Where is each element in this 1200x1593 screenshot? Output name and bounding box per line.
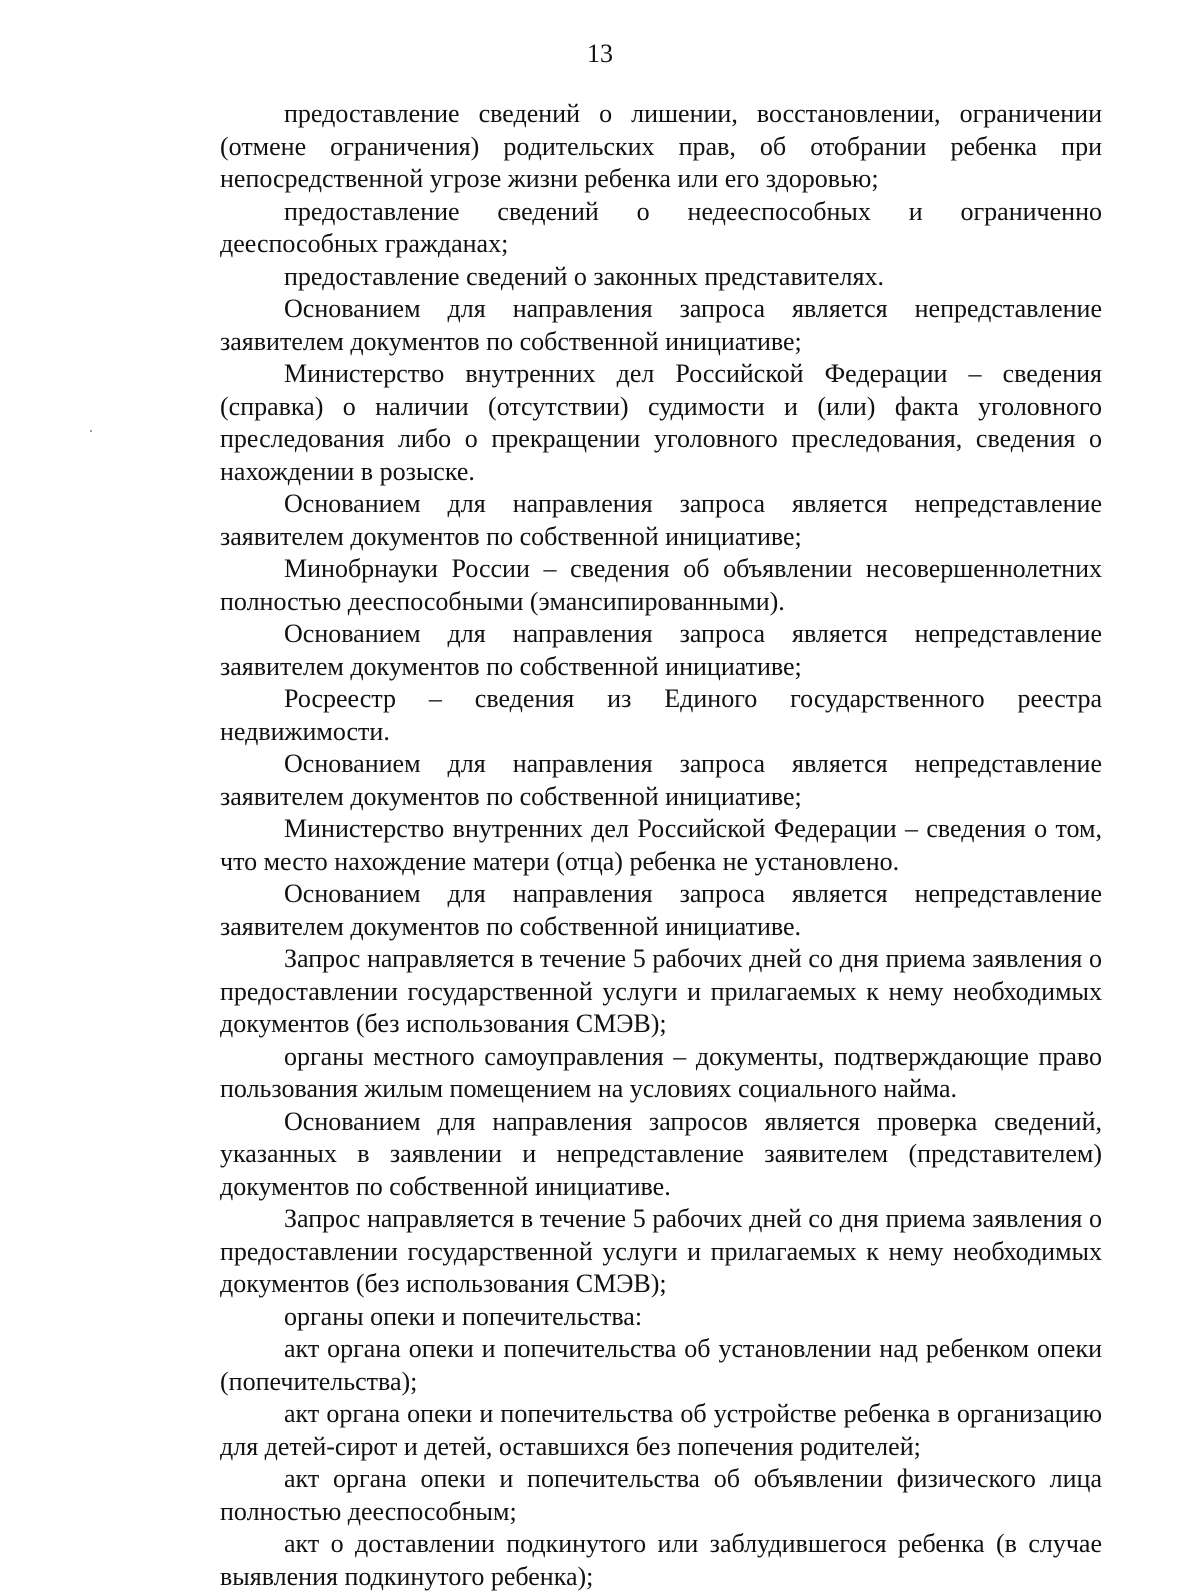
paragraph: акт органа опеки и попечительства об устройстве ребенка в организацию для детей-сирот и детей, оставшихся без попечения родителей; (220, 1399, 1102, 1461)
paragraph: Основанием для направления запроса является непредставление заявителем документов по собственной инициативе; (220, 294, 1102, 356)
paragraph: Запрос направляется в течение 5 рабочих дней со дня приема заявления о предоставлении государственной услуги и прилагаемых к нему необходимых документов (без использования СМЭВ); (220, 944, 1102, 1038)
paragraph: органы опеки и попечительства: (284, 1301, 643, 1331)
paragraph: акт органа опеки и попечительства об установлении над ребенком опеки (попечительства); (220, 1334, 1102, 1396)
paragraph: предоставление сведений о недееспособных и ограниченно дееспособных гражданах; (220, 196, 1102, 258)
paragraph: Основанием для направления запроса является непредставление заявителем документов по собственной инициативе; (220, 619, 1102, 681)
paragraph: Минобрнауки России – сведения об объявлении несовершеннолетних полностью дееспособными (эмансипированными). (220, 554, 1102, 616)
paragraph: Основанием для направления запросов является проверка сведений, указанных в заявлении и непредставление заявителем (представителем) документов по собственной инициативе. (220, 1106, 1102, 1201)
paragraph: Запрос направляется в течение 5 рабочих дней со дня приема заявления о предоставлении государственной услуги и прилагаемых к нему необходимых документов (без использования СМЭВ); (220, 1204, 1102, 1298)
paragraph: предоставление сведений о законных представителях. (284, 261, 884, 291)
paragraph: акт о доставлении подкинутого или заблудившегося ребенка (в случае выявления подкинутого ребенка); (220, 1529, 1102, 1591)
paragraph: предоставление сведений о лишении, восстановлении, ограничении (отмене ограничения) родительских прав, об отобрании ребенка при непосредственной угрозе жизни ребенка или его здоровью; (220, 99, 1102, 193)
paragraph: Росреестр – сведения из Единого государственного реестра недвижимости. (220, 684, 1102, 746)
paragraph: Министерство внутренних дел Российской Федерации – сведения (справка) о наличии (отсутствии) судимости и (или) факта уголовного преследования либо о прекращении уголовного преследования, сведения о нахождении в розыске. (220, 359, 1102, 486)
page-number: 13 (587, 39, 613, 68)
paragraph: Основанием для направления запроса является непредставление заявителем документов по собственной инициативе; (220, 489, 1102, 551)
paragraph: акт органа опеки и попечительства об объявлении физического лица полностью дееспособным; (220, 1464, 1102, 1526)
paragraph: органы местного самоуправления – документы, подтверждающие право пользования жилым помещением на условиях социального найма. (220, 1041, 1102, 1103)
scan-speck (90, 430, 92, 432)
document-body (220, 98, 1102, 1593)
paragraph: Министерство внутренних дел Российской Федерации – сведения о том, что место нахождение матери (отца) ребенка не установлено. (220, 814, 1102, 876)
paragraph: Основанием для направления запроса является непредставление заявителем документов по собственной инициативе. (220, 879, 1102, 941)
paragraph: Основанием для направления запроса является непредставление заявителем документов по собственной инициативе; (220, 749, 1102, 811)
